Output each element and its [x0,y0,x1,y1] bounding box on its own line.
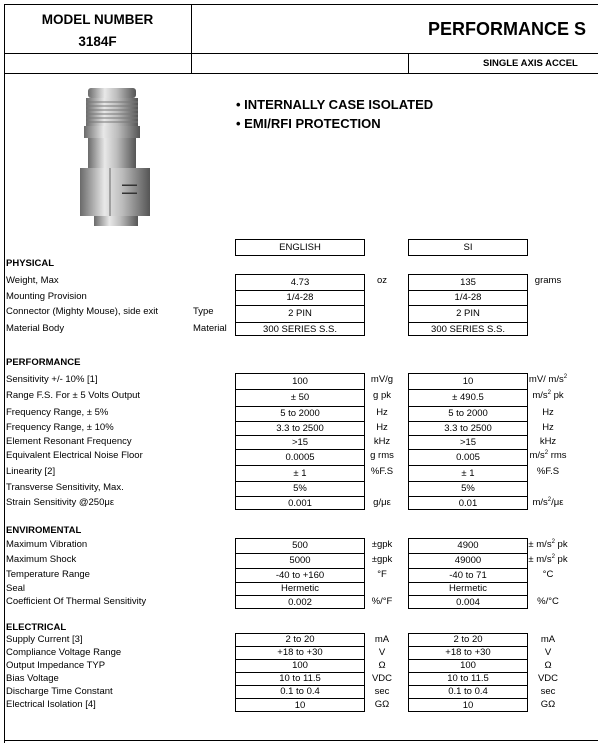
english-unit: Ω [378,660,386,671]
si-value: 0.005 [409,450,527,466]
spec-label: Discharge Time Constant [6,686,113,697]
si-unit: °C [542,569,554,580]
performance-english-values [235,373,365,510]
english-value: 5000 [236,554,364,569]
english-unit: %/°F [371,596,393,607]
english-value: 100 [236,660,364,673]
si-value: 100 [409,660,527,673]
english-column-label: ENGLISH [279,242,321,253]
section-environmental: ENVIROMENTAL [6,525,82,536]
si-value: Hermetic [409,583,527,596]
spec-label: Electrical Isolation [4] [6,699,96,710]
english-value: 300 SERIES S.S. [263,324,337,335]
si-value: 10 [409,374,527,390]
section-performance: PERFORMANCE [6,357,81,368]
si-value: 135 [409,275,527,291]
si-unit: GΩ [540,699,556,710]
spec-label: Strain Sensitivity @250με [6,497,115,508]
performance-si-values [408,373,528,510]
spec-label: Linearity [2] [6,466,56,477]
english-value: 4.73 [236,275,364,291]
spec-label: Maximum Shock [6,554,77,565]
si-unit: V [544,647,552,658]
english-value: 0.0005 [236,450,364,466]
si-value: >15 [409,436,527,450]
spec-label: Frequency Range, ± 5% [6,407,109,418]
physical-english-values [235,274,365,336]
english-value: 0.1 to 0.4 [236,686,364,699]
si-column-label: SI [463,242,473,253]
si-value: 2 PIN [409,306,527,323]
english-column-header [235,239,365,256]
english-value: 5% [236,482,364,497]
spec-sublabel: Material [193,323,227,334]
si-unit: mV/ $m/s^2$ [528,374,568,385]
si-unit: $m/s^2$ rms [529,450,567,461]
english-unit: g/με [373,497,391,508]
si-value: 2 to 20 [409,634,527,647]
spec-label: Element Resonant Frequency [6,436,132,447]
english-unit: °F [377,569,387,580]
spec-label: Sensitivity +/- 10% [1] [6,374,98,385]
english-value: 0.002 [288,597,312,608]
english-value: 1/4-28 [236,291,364,306]
english-unit: mA [374,634,390,645]
si-value: ± 1 [409,466,527,482]
english-unit: GΩ [374,699,390,710]
english-value: ± 1 [236,466,364,482]
english-unit: oz [376,275,388,286]
english-value: 3.3 to 2500 [236,422,364,436]
electrical-english-values [235,633,365,712]
si-value: 3.3 to 2500 [409,422,527,436]
english-value: +18 to +30 [236,647,364,660]
si-unit: $m/s^2$ pk [532,390,564,401]
svg-text:▬▬▬: ▬▬▬ [122,190,137,196]
english-value: 2 PIN [236,306,364,323]
si-value: ± 490.5 [409,390,527,407]
si-value: 1/4-28 [409,291,527,306]
feature-case-isolated: • INTERNALLY CASE ISOLATED [236,97,434,112]
english-value: 10 to 11.5 [236,673,364,686]
spec-label: Compliance Voltage Range [6,647,122,658]
english-value: ± 50 [236,390,364,407]
model-number-label: MODEL NUMBER [41,12,154,27]
si-unit: Hz [542,422,554,433]
si-unit: %/°C [537,596,559,607]
si-unit: %F.S [536,466,560,477]
model-number-value: 3184F [78,34,117,49]
si-value: 49000 [409,554,527,569]
svg-text:▬▬▬: ▬▬▬ [122,182,137,188]
si-value: 10 [462,700,474,711]
english-value: 10 [294,700,306,711]
si-value: 10 to 11.5 [409,673,527,686]
section-electrical: ELECTRICAL [6,622,67,633]
spec-label: Supply Current [3] [6,634,83,645]
page-subtitle: SINGLE AXIS ACCEL [483,58,578,69]
si-value: 0.1 to 0.4 [409,686,527,699]
accelerometer-image [70,86,160,231]
english-value: 0.001 [288,498,312,509]
english-unit: ±gpk [371,539,393,550]
english-unit: Hz [376,407,388,418]
si-value: 300 SERIES S.S. [431,324,505,335]
english-unit: Hz [376,422,388,433]
spec-label: Output Impedance TYP [6,660,106,671]
si-value: 5% [409,482,527,497]
si-unit: ± $m/s^2$ pk [528,554,568,565]
si-unit: $m/s^2/\mu\varepsilon$ [532,497,564,508]
spec-label: Range F.S. For ± 5 Volts Output [6,390,141,401]
spec-label: Bias Voltage [6,673,59,684]
spec-label: Mounting Provision [6,291,87,302]
english-value: 5 to 2000 [236,407,364,422]
feature-emi-rfi: • EMI/RFI PROTECTION [236,116,381,131]
section-physical: PHYSICAL [6,258,55,269]
english-unit: VDC [371,673,393,684]
si-unit: VDC [537,673,559,684]
english-value: 500 [236,539,364,554]
english-value: 100 [236,374,364,390]
spec-label: Frequency Range, ± 10% [6,422,114,433]
spec-label: Seal [6,583,26,594]
si-unit: ± $m/s^2$ pk [528,539,568,550]
environmental-si-values [408,538,528,609]
english-unit: mV/g [370,374,394,385]
spec-label: Material Body [6,323,65,334]
english-value: 2 to 20 [236,634,364,647]
si-value: 5 to 2000 [409,407,527,422]
spec-label: Connector (Mighty Mouse), side exit [6,306,159,317]
si-unit: sec [540,686,556,697]
si-value: 0.004 [456,597,480,608]
english-value: Hermetic [236,583,364,596]
spec-sublabel: Type [193,306,214,317]
english-unit: kHz [373,436,391,447]
spec-label: Coefficient Of Thermal Sensitivity [6,596,147,607]
si-column-header [408,239,528,256]
spec-label: Weight, Max [6,275,59,286]
si-value: 4900 [409,539,527,554]
english-value: -40 to +160 [236,569,364,583]
si-unit: grams [534,275,562,286]
page-title: PERFORMANCE S [428,19,587,39]
physical-si-values [408,274,528,336]
si-unit: mA [540,634,556,645]
spec-label: Maximum Vibration [6,539,88,550]
english-unit: V [378,647,386,658]
english-unit: sec [374,686,390,697]
environmental-english-values [235,538,365,609]
english-unit: ±gpk [371,554,393,565]
english-value: >15 [236,436,364,450]
si-unit: Ω [544,660,552,671]
electrical-si-values [408,633,528,712]
si-unit: Hz [542,407,554,418]
si-value: +18 to +30 [409,647,527,660]
spec-label: Temperature Range [6,569,90,580]
si-value: -40 to 71 [409,569,527,583]
si-value: 0.01 [458,498,478,509]
spec-label: Equivalent Electrical Noise Floor [6,450,143,461]
spec-label: Transverse Sensitivity, Max. [6,482,124,493]
english-unit: g rms [370,450,394,461]
si-unit: kHz [539,436,557,447]
english-unit: %F.S [370,466,394,477]
english-unit: g pk [373,390,391,401]
